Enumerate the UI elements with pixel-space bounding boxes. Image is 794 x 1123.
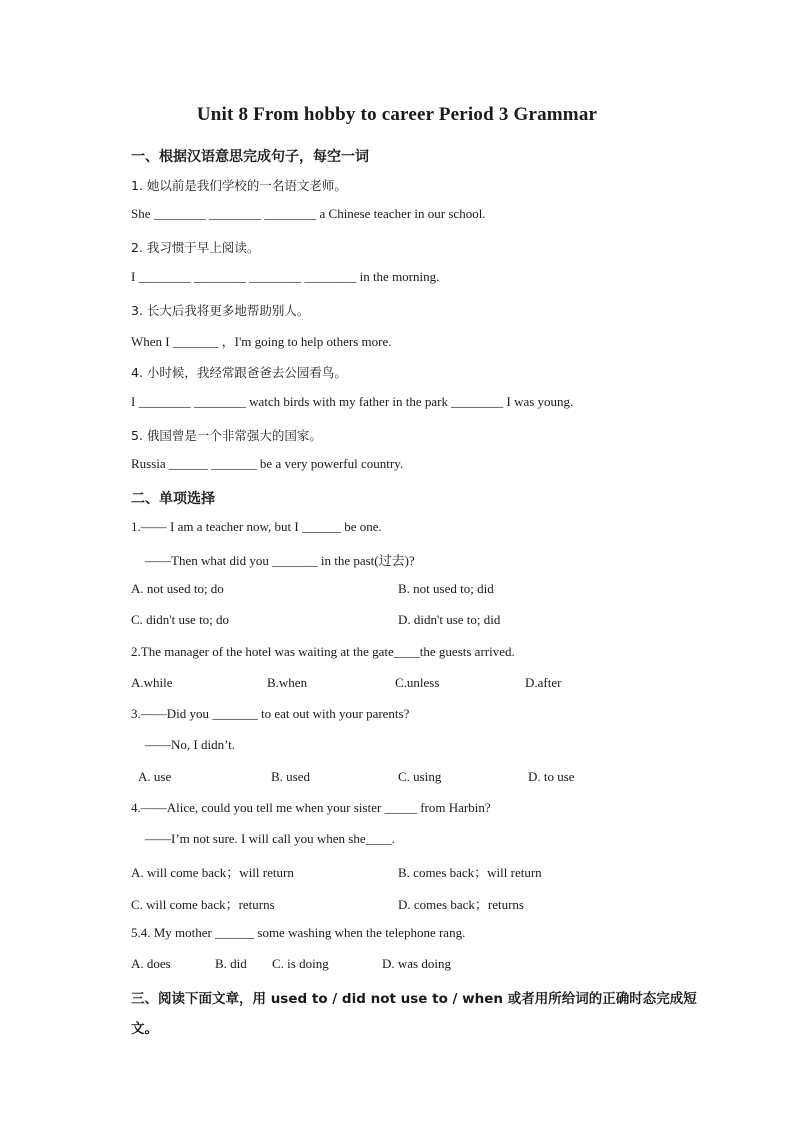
page-title: Unit 8 From hobby to career Period 3 Grammar — [196, 104, 598, 125]
s2-q1-option-d: D. didn't use to; did — [398, 612, 501, 627]
section-2-heading: 二、单项选择 — [131, 491, 215, 507]
s2-q1-option-b: B. not used to; did — [398, 581, 494, 596]
s2-q3-stem: 3.——Did you _______ to eat out with your parents? — [131, 706, 410, 721]
s2-q4-option-a: A. will come back；will return — [131, 865, 294, 880]
s2-q4-option-c: C. will come back；returns — [131, 897, 275, 912]
s1-q5-chinese: 5. 俄国曾是一个非常强大的国家。 — [131, 428, 322, 443]
s2-q5-stem: 5.4. My mother ______ some washing when the telephone rang. — [131, 925, 466, 940]
s2-q1-option-c: C. didn't use to; do — [131, 612, 230, 627]
s2-q1-stem: 1.—— I am a teacher now, but I ______ be one. — [131, 519, 382, 534]
s2-q5-option-a: A. does — [131, 956, 171, 971]
s2-q5-option-b: B. did — [215, 956, 247, 971]
s2-q3-stem-reply: ——No, I didn’t. — [145, 737, 236, 752]
s2-q2-option-c: C.unless — [395, 675, 440, 690]
s2-q3-option-a: A. use — [138, 769, 172, 784]
s2-q5-option-c: C. is doing — [272, 956, 329, 971]
s1-q4-english: I ________ ________ watch birds with my father in the park ________ I was young. — [131, 394, 574, 409]
s1-q1-chinese: 1. 她以前是我们学校的一名语文老师。 — [131, 178, 347, 193]
section-3-heading: 三、阅读下面文章，用 used to / did not use to / when 或者用所给词的正确时态完成短 — [131, 991, 697, 1007]
s1-q2-chinese: 2. 我习惯于早上阅读。 — [131, 240, 260, 255]
s2-q2-option-a: A.while — [131, 675, 173, 690]
s2-q3-option-d: D. to use — [528, 769, 575, 784]
s2-q1-option-a: A. not used to; do — [131, 581, 224, 596]
section-3-heading-continued: 文。 — [131, 1021, 158, 1037]
s2-q2-stem: 2.The manager of the hotel was waiting at the gate____the guests arrived. — [131, 644, 515, 659]
s1-q1-english: She ________ ________ ________ a Chinese teacher in our school. — [131, 206, 486, 221]
s1-q3-chinese: 3. 长大后我将更多地帮助别人。 — [131, 303, 310, 318]
s2-q2-option-d: D.after — [525, 675, 562, 690]
s2-q3-option-c: C. using — [398, 769, 442, 784]
s2-q3-option-b: B. used — [271, 769, 310, 784]
section-1-heading: 一、根据汉语意思完成句子，每空一词 — [131, 149, 369, 165]
s1-q4-chinese: 4. 小时候，我经常跟爸爸去公园看鸟。 — [131, 365, 347, 380]
s1-q2-english: I ________ ________ ________ ________ in the morning. — [131, 269, 440, 284]
s1-q5-english: Russia ______ _______ be a very powerful country. — [131, 456, 404, 471]
s2-q4-option-d: D. comes back；returns — [398, 897, 524, 912]
s1-q3-english: When I _______ ，I'm going to help others more. — [131, 334, 392, 349]
s2-q4-stem: 4.——Alice, could you tell me when your sister _____ from Harbin? — [131, 800, 491, 815]
s2-q5-option-d: D. was doing — [382, 956, 451, 971]
s2-q4-option-b: B. comes back；will return — [398, 865, 542, 880]
s2-q1-stem-reply: ——Then what did you _______ in the past(过去)? — [145, 553, 415, 568]
s2-q4-stem-reply: ——I’m not sure. I will call you when she____. — [145, 831, 395, 846]
s2-q2-option-b: B.when — [267, 675, 308, 690]
